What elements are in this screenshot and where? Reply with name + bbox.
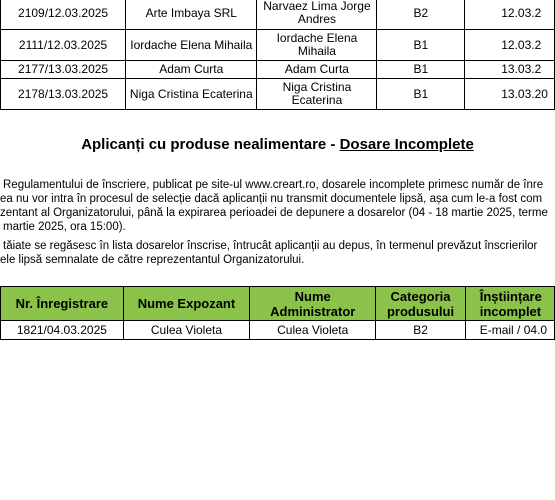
table-row xyxy=(1,79,555,110)
registration-number-cell: 2177/13.03.2025 xyxy=(1,61,126,79)
table-row xyxy=(1,0,555,30)
column-header-notification: Înștiințare incomplet xyxy=(465,287,554,321)
administrator-name-cell: Narvaez Lima Jorge Andres xyxy=(257,0,377,30)
product-category-cell: B1 xyxy=(377,61,465,79)
paragraph-line: ele lipsă semnalate de către reprezentantul Organizatorului. xyxy=(0,254,305,266)
section-title-underlined: Dosare Incomplete xyxy=(339,136,474,153)
administrator-name-cell: Iordache Elena Mihaila xyxy=(257,30,377,61)
table-header-row xyxy=(1,287,555,321)
column-header-product-category: Categoria produsului xyxy=(376,287,465,321)
paragraph-line: zentant al Organizatorului, până la expirarea perioadei de depunere a dosarelor (04 - 18 martie 2025, terme xyxy=(0,207,548,219)
notification-cell: E-mail / 04.0 xyxy=(465,321,554,340)
administrator-name-cell: Adam Curta xyxy=(257,61,377,79)
registration-number-cell: 2111/12.03.2025 xyxy=(1,30,126,61)
exhibitor-name-cell: Arte Imbaya SRL xyxy=(126,0,257,30)
section-title xyxy=(0,136,555,153)
column-header-exhibitor-name: Nume Expozant xyxy=(123,287,249,321)
paragraph-line: tăiate se regăsesc în lista dosarelor înscrise, întrucât aplicanții au depus, în termenul prevăzut înscrierilor xyxy=(3,240,538,252)
registration-number-cell: 1821/04.03.2025 xyxy=(1,321,124,340)
administrator-name-cell: Niga Cristina Ecaterina xyxy=(257,79,377,110)
registration-number-cell: 2109/12.03.2025 xyxy=(1,0,126,30)
exhibitor-name-cell: Niga Cristina Ecaterina xyxy=(126,79,257,110)
product-category-cell: B1 xyxy=(377,79,465,110)
column-header-administrator-name: Nume Administrator xyxy=(250,287,376,321)
date-cell: 12.03.2 xyxy=(465,30,555,61)
paragraph-line: Regulamentului de înscriere, publicat pe site-ul www.creart.ro, dosarele incomplete primesc număr de înre xyxy=(3,179,544,191)
paragraph-line: ea nu vor intra în procesul de selecție dacă aplicanții nu transmit documentele lipsă, așa cum le-a fost com xyxy=(0,193,543,205)
table-row xyxy=(1,30,555,61)
registration-number-cell: 2178/13.03.2025 xyxy=(1,79,126,110)
administrator-name-cell: Culea Violeta xyxy=(250,321,376,340)
date-cell: 13.03.2 xyxy=(465,61,555,79)
date-cell: 12.03.2 xyxy=(465,0,555,30)
exhibitor-name-cell: Culea Violeta xyxy=(123,321,249,340)
exhibitor-name-cell: Adam Curta xyxy=(126,61,257,79)
product-category-cell: B1 xyxy=(377,30,465,61)
product-category-cell: B2 xyxy=(377,0,465,30)
paragraph-line: martie 2025, ora 15:00). xyxy=(3,221,126,233)
date-cell: 13.03.20 xyxy=(465,79,555,110)
registered-applicants-table xyxy=(0,0,555,110)
table-row xyxy=(1,61,555,79)
exhibitor-name-cell: Iordache Elena Mihaila xyxy=(126,30,257,61)
section-title-text: Aplicanți cu produse nealimentare - xyxy=(81,136,340,153)
product-category-cell: B2 xyxy=(376,321,465,340)
column-header-registration-number: Nr. Înregistrare xyxy=(1,287,124,321)
incomplete-dossiers-table xyxy=(0,286,555,340)
table-row xyxy=(1,321,555,340)
